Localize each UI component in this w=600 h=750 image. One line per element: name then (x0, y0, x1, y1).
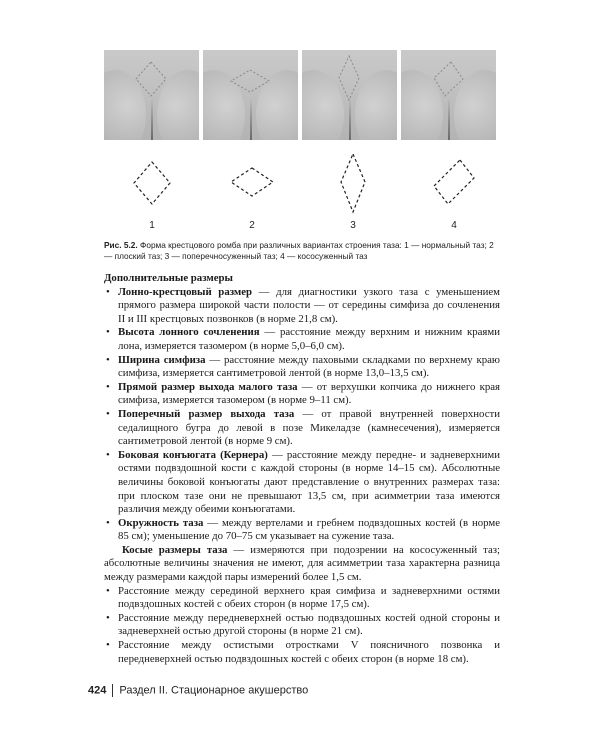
oblique-text: — измеряются при подозрении на кососуженный таз; абсолютные величины значения не имеют, для асимметрии таза характерна разница между размерами каждой пары измерений более 1,5 см. (104, 543, 501, 584)
figure-number-4: 4 (451, 220, 457, 231)
rhombus-diagram-1 (130, 154, 174, 214)
running-title: Раздел II. Стационарное акушерство (119, 684, 309, 697)
list-item: • Прямой размер выхода малого таза — от верхушки копчика до нижнего края симфиза, измеряется тазомером (в норме 9–11 см). (106, 380, 500, 407)
photo-2 (203, 50, 298, 140)
list-item: • Окружность таза — между вертелами и гребнем подвздошных костей (в норме 85 см); уменьшение до 70–75 см указывает на сужение таза. (106, 516, 500, 543)
list-item-text: — расстояние между верхним и нижним краями лона, измеряется тазомером (в норме 5,0–6,0 см). (118, 326, 501, 352)
footer-divider (112, 684, 113, 697)
list-item-text: Расстояние между остистыми отростками V поясничного позвонка и передневерхней остью подвздошных костей с обеих сторон (в норме 18 см). (118, 639, 500, 665)
list-item-text: — для диагностики узкого таза с уменьшением прямого размера широкой части полости — от середины симфиза до сочленения II и III крестцовых позвонков (в норме 21,8 см). (118, 285, 500, 325)
list-item-term: Лонно-крестцовый размер (118, 285, 253, 298)
oblique-term: Косые размеры таза (122, 543, 228, 556)
list-item-term: Окружность таза (118, 516, 204, 529)
additional-dimensions-list (104, 286, 500, 544)
figure-number-3: 3 (350, 220, 356, 231)
section-heading: Дополнительные размеры (104, 272, 233, 284)
page-footer (88, 684, 308, 697)
list-item-text: Расстояние между серединой верхнего края симфиза и задневерхними остями подвздошных костей с обеих сторон (в норме 17,5 см). (118, 584, 500, 611)
list-item: • Боковая конъюгата (Кернера) — расстояние между передне- и задневерхними остями подвздошной кости с каждой стороны (в норме 14–15 см). Абсолютные величины боковой конъюгаты дают представление о внутренних размерах таза: при плоском тазе они не превышают 13,5 см, при асимметрии таза имеются различия между обеими конъюгатами. (106, 448, 500, 516)
photo-3 (302, 50, 397, 140)
list-item: • Ширина симфиза — расстояние между паховыми складками по верхнему краю симфиза, измеряется сантиметровой лентой (в норме 13,0–13,5 см). (106, 353, 500, 380)
page-number: 424 (88, 684, 107, 697)
oblique-paragraph (104, 544, 500, 585)
list-item-text: — расстояние между передне- и задневерхними остями подвздошной кости с каждой стороны (в норме 14–15 см). Абсолютные величины боковой конъюгаты дают представление о внутренних размерах таза: при плоском тазе они не превышают 13,5 см, при асимметрии таза имеются различия между обеими конъюгатами. (118, 448, 500, 516)
figure-caption-label: Рис. 5.2. (104, 240, 138, 250)
list-item: • Расстояние между передневерхней остью подвздошных костей одной стороны и задневерхней остью другой стороны (в норме 21 см). (106, 611, 500, 638)
list-item-text: Расстояние между передневерхней остью подвздошных костей одной стороны и задневерхней остью другой стороны (в норме 21 см). (118, 611, 500, 638)
photo-1 (104, 50, 199, 140)
list-item: • Поперечный размер выхода таза — от правой внутренней поверхности седалищного бугра до левой в позе Микеладзе (камнесечения), измеряется сантиметровой лентой (в норме 9 см). (106, 407, 500, 448)
list-item-text: — от правой внутренней поверхности седалищного бугра до левой в позе Микеладзе (камнесечения), измеряется сантиметровой лентой (в норме 9 см). (118, 407, 500, 448)
figure-caption-text: Форма крестцового ромба при различных вариантах строения таза: 1 — нормальный таз; 2 — плоский таз; 3 — поперечносуженный таз; 4 — кососуженный таз (104, 240, 494, 261)
list-item-term: Поперечный размер выхода таза (118, 407, 295, 420)
list-item: • Расстояние между остистыми отростками V поясничного позвонка и передневерхней остью подвздошных костей с обеих сторон (в норме 18 см). (106, 639, 500, 665)
photo-4 (401, 50, 496, 140)
rhombus-diagram-3 (331, 154, 375, 214)
list-item-term: Ширина симфиза (118, 353, 206, 366)
figure-caption (104, 240, 500, 262)
list-item-text: — между вертелами и гребнем подвздошных костей (в норме 85 см); уменьшение до 70–75 см указывает на сужение таза. (118, 516, 500, 543)
rhombus-diagram-2 (230, 154, 274, 214)
figure-number-2: 2 (249, 220, 255, 231)
list-item-term: Прямой размер выхода малого таза (118, 380, 298, 393)
list-item-term: Высота лонного сочленения (118, 326, 260, 339)
list-item: • Лонно-крестцовый размер — для диагностики узкого таза с уменьшением прямого размера широкой части полости — от середины симфиза до сочленения II и III крестцовых позвонков (в норме 21,8 см). (106, 285, 500, 325)
oblique-dimensions-list (104, 585, 500, 667)
list-item-text: — расстояние между паховыми складками по верхнему краю симфиза, измеряется сантиметровой лентой (в норме 13,0–13,5 см). (118, 353, 500, 380)
figure-photos (104, 50, 496, 140)
list-item: • Высота лонного сочленения — расстояние между верхним и нижним краями лона, измеряется тазомером (в норме 5,0–6,0 см). (106, 326, 501, 352)
rhombus-diagram-4 (432, 154, 476, 214)
list-item: • Расстояние между серединой верхнего края симфиза и задневерхними остями подвздошных костей с обеих сторон (в норме 17,5 см). (106, 584, 500, 611)
list-item-text: — от верхушки копчика до нижнего края симфиза, измеряется тазомером (в норме 9–11 см). (118, 380, 500, 407)
figure-number-1: 1 (149, 220, 155, 231)
main-text (104, 272, 500, 666)
list-item-term: Боковая конъюгата (Кернера) (118, 448, 268, 461)
